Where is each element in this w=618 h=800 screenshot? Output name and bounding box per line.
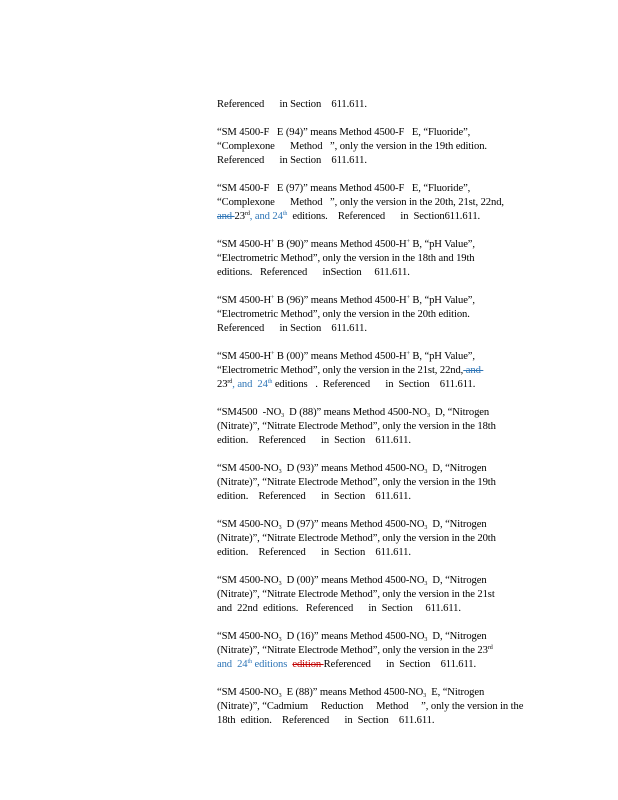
text-run: D (16)” means Method 4500-NO — [281, 631, 425, 642]
subscript: 3 — [278, 693, 282, 699]
superscript: + — [271, 239, 275, 245]
subscript: 3 — [424, 581, 428, 587]
text-line — [217, 588, 547, 602]
text-run: B, “pH Value”, — [409, 239, 475, 250]
text-line — [217, 378, 547, 392]
text-run: “SM 4500-F E (94)” means Method 4500-F E, “Fluoride”, — [217, 127, 471, 138]
text-line — [217, 210, 547, 224]
text-line — [217, 238, 547, 252]
text-run: “SM 4500-NO — [217, 631, 279, 642]
text-run: Referenced in Section 611.611. — [217, 155, 367, 166]
text-run: (Nitrate)”, “Nitrate Electrode Method”, only the version in the 19th — [217, 477, 496, 488]
text-line — [217, 98, 547, 112]
text-line — [217, 658, 547, 672]
text-run: B, “pH Value”, — [409, 295, 475, 306]
definition-paragraph — [217, 406, 547, 448]
text-run: B (90)” means Method 4500-H — [274, 239, 407, 250]
definition-paragraph — [217, 126, 547, 168]
text-run: E, “Nitrogen — [426, 687, 485, 698]
text-run: E (88)” means Method 4500-NO — [281, 687, 424, 698]
text-run: Referenced in Section 611.611. — [323, 659, 477, 670]
text-run: Referenced in Section 611.611. — [217, 99, 367, 110]
superscript: + — [271, 351, 275, 357]
superscript: + — [406, 351, 410, 357]
text-line — [217, 462, 547, 476]
text-line — [217, 252, 547, 266]
subscript: 3 — [424, 525, 428, 531]
text-run: (Nitrate)”, “Nitrate Electrode Method”, only the version in the 23 — [217, 645, 488, 656]
text-line — [217, 574, 547, 588]
text-run: D, “Nitrogen — [427, 631, 487, 642]
definition-paragraph — [217, 238, 547, 280]
text-run: D (97)” means Method 4500-NO — [281, 519, 425, 530]
superscript: th — [267, 379, 273, 385]
text-run: (Nitrate)”, “Cadmium Reduction Method ”, only the version in the — [217, 701, 524, 712]
inserted-text: and 24 — [217, 659, 248, 670]
text-run: and 22nd editions. Referenced in Section 611.611. — [217, 603, 461, 614]
text-run: 23 — [217, 379, 228, 390]
text-run: D, “Nitrogen — [427, 463, 487, 474]
text-run: “SM 4500-H — [217, 295, 272, 306]
text-run: D (88)” means Method 4500-NO — [284, 407, 427, 418]
subscript: 3 — [424, 469, 428, 475]
text-line — [217, 518, 547, 532]
definition-paragraph — [217, 574, 547, 616]
text-line — [217, 182, 547, 196]
text-line — [217, 322, 547, 336]
text-run: “SM 4500-H — [217, 239, 272, 250]
subscript: 3 — [281, 413, 285, 419]
definition-paragraph — [217, 686, 547, 728]
text-run: (Nitrate)”, “Nitrate Electrode Method”, only the version in the 21st — [217, 589, 495, 600]
text-run: “SM 4500-NO — [217, 687, 279, 698]
inserted-text: , and 24 — [232, 379, 268, 390]
text-line — [217, 644, 547, 658]
text-line — [217, 266, 547, 280]
text-line — [217, 434, 547, 448]
text-run: D, “Nitrogen — [429, 407, 490, 418]
text-run: D (00)” means Method 4500-NO — [281, 575, 425, 586]
text-line — [217, 630, 547, 644]
subscript: 3 — [423, 693, 427, 699]
text-run: edition. Referenced in Section 611.611. — [217, 547, 411, 558]
definition-paragraph — [217, 294, 547, 336]
definition-paragraph — [217, 630, 547, 672]
text-run: “Electrometric Method”, only the version in the 21st, 22nd, — [217, 365, 464, 376]
text-run: 23 — [234, 211, 245, 222]
subscript: 3 — [278, 469, 282, 475]
text-run: “SM 4500-NO — [217, 575, 279, 586]
text-run: “Complexone Method ”, only the version in the 19th edition. — [217, 141, 487, 152]
superscript: + — [406, 239, 410, 245]
text-run: D, “Nitrogen — [427, 575, 487, 586]
text-run: editions. Referenced inSection 611.611. — [217, 267, 410, 278]
text-run: D (93)” means Method 4500-NO — [281, 463, 425, 474]
text-line — [217, 700, 547, 714]
superscript: rd — [227, 379, 233, 385]
document-body — [217, 98, 547, 742]
text-run: edition. Referenced in Section 611.611. — [217, 435, 411, 446]
text-line — [217, 126, 547, 140]
text-line — [217, 154, 547, 168]
text-run: “Electrometric Method”, only the version in the 18th and 19th — [217, 253, 475, 264]
subscript: 3 — [426, 413, 430, 419]
deleted-text: and — [217, 211, 235, 222]
subscript: 3 — [278, 525, 282, 531]
text-line — [217, 546, 547, 560]
definition-paragraph — [217, 350, 547, 392]
superscript: rd — [487, 645, 493, 651]
text-run: “Electrometric Method”, only the version in the 20th edition. — [217, 309, 470, 320]
deleted-text: and — [463, 365, 484, 376]
deleted-text: edition — [292, 659, 324, 670]
text-line — [217, 476, 547, 490]
subscript: 3 — [424, 637, 428, 643]
text-line — [217, 420, 547, 434]
definition-paragraph — [217, 182, 547, 224]
text-run: (Nitrate)”, “Nitrate Electrode Method”, only the version in the 18th — [217, 421, 496, 432]
subscript: 3 — [278, 581, 282, 587]
text-line — [217, 602, 547, 616]
text-run: D, “Nitrogen — [427, 519, 487, 530]
text-run: Referenced in Section 611.611. — [217, 323, 367, 334]
text-line — [217, 350, 547, 364]
superscript: + — [406, 295, 410, 301]
text-run: “SM4500 -NO — [217, 407, 282, 418]
definition-paragraph — [217, 518, 547, 560]
text-line — [217, 714, 547, 728]
text-line — [217, 406, 547, 420]
text-run: (Nitrate)”, “Nitrate Electrode Method”, only the version in the 20th — [217, 533, 496, 544]
text-run: B (96)” means Method 4500-H — [274, 295, 407, 306]
text-line — [217, 196, 547, 210]
inserted-text: editions — [251, 659, 293, 670]
text-run: “SM 4500-NO — [217, 519, 279, 530]
subscript: 3 — [278, 637, 282, 643]
text-run: “SM 4500-NO — [217, 463, 279, 474]
text-line — [217, 308, 547, 322]
text-run: B (00)” means Method 4500-H — [274, 351, 407, 362]
superscript: rd — [244, 211, 250, 217]
definition-paragraph — [217, 462, 547, 504]
text-line — [217, 140, 547, 154]
superscript: th — [282, 211, 288, 217]
superscript: th — [247, 659, 252, 665]
text-line — [217, 490, 547, 504]
text-run: 18th edition. Referenced in Section 611.611. — [217, 715, 435, 726]
text-run: B, “pH Value”, — [409, 351, 475, 362]
text-run: edition. Referenced in Section 611.611. — [217, 491, 411, 502]
text-run: “SM 4500-F E (97)” means Method 4500-F E, “Fluoride”, — [217, 183, 471, 194]
superscript: + — [271, 295, 275, 301]
text-run: editions. Referenced in Section611.611. — [287, 211, 481, 222]
text-line — [217, 364, 547, 378]
text-line — [217, 686, 547, 700]
inserted-text: , and 24 — [249, 211, 283, 222]
text-line — [217, 532, 547, 546]
text-run: “Complexone Method ”, only the version in the 20th, 21st, 22nd, — [217, 197, 504, 208]
text-run: editions . Referenced in Section 611.611. — [272, 379, 476, 390]
text-run: “SM 4500-H — [217, 351, 272, 362]
text-line — [217, 294, 547, 308]
reference-note — [217, 98, 547, 112]
